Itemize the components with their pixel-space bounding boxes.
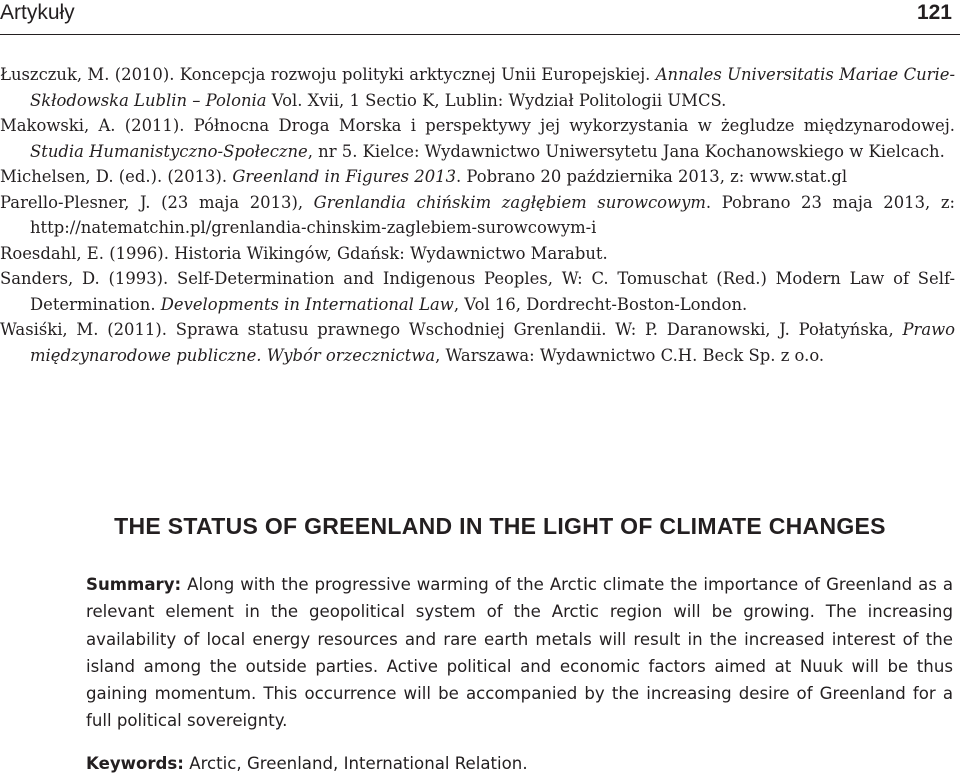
header-rule [0, 34, 960, 35]
reference-item [0, 113, 955, 164]
ref-text: Makowski, A. (2011). Północna Droga Morska i perspektywy jej wykorzystania w żegludze międzynarodowej. [0, 116, 955, 135]
ref-text: Wasiśki, M. (2011). Sprawa statusu prawnego Wschodniej Grenlandii. W: P. Daranowski, J. Połatyńska, [0, 320, 903, 339]
reference-item [0, 317, 955, 368]
ref-title: Studia Humanistyczno-Społeczne [30, 141, 308, 161]
ref-text: Sanders, D. (1993). Self-Determination and Indigenous Peoples, W: C. Tomuschat (Red.) Modern Law of Self-Determination. [0, 269, 955, 314]
ref-text-tail: , Vol 16, Dordrecht-Boston-London. [453, 294, 748, 314]
summary-text: Along with the progressive warming of the Arctic climate the importance of Greenland as a relevant element in the geopolitical system of the Arctic region will be growing. The increasing availability of local energy resources and rare earth metals will result in the increased interest of the island among the outside parties. Active political and economic factors aimed at Nuuk will be thus gaining momentum. This occurrence will be accompanied by the increasing desire of Greenland for a full political sovereignty. [86, 575, 953, 731]
ref-text: Michelsen, D. (ed.). (2013). [0, 167, 233, 186]
summary-label: Summary: [86, 575, 182, 594]
keywords-text: Arctic, Greenland, International Relation. [183, 754, 528, 773]
ref-title: Greenland in Figures 2013 [232, 167, 457, 186]
ref-title: Annales Universitatis Mariae Curie-Skłodowska Lublin – Polonia [30, 65, 955, 110]
ref-text: Roesdahl, E. (1996). Historia Wikingów, Gdańsk: Wydawnictwo Marabut. [0, 243, 608, 263]
reference-item [0, 164, 955, 190]
ref-text-tail: Vol. Xvii, 1 Sectio K, Lublin: Wydział Politologii UMCS. [266, 90, 727, 110]
ref-title: Prawo międzynarodowe publiczne. Wybór orzecznictwa [30, 320, 955, 365]
running-head [0, 0, 960, 34]
ref-text-tail: . Pobrano 23 maja 2013, z: http://natematchin.pl/grenlandia-chinskim-zaglebiem-surowcowym-i [30, 192, 955, 237]
keywords-label: Keywords: [86, 754, 184, 773]
reference-item [0, 266, 955, 317]
keywords-line [86, 752, 953, 776]
ref-text: Łuszczuk, M. (2010). Koncepcja rozwoju polityki arktycznej Unii Europejskiej. [0, 65, 656, 84]
ref-text-tail: , nr 5. Kielce: Wydawnictwo Uniwersytetu Jana Kochanowskiego w Kielcach. [307, 141, 945, 161]
ref-text-tail: , Warszawa: Wydawnictwo C.H. Beck Sp. z o.o. [435, 345, 825, 365]
page-number: 121 [916, 1, 952, 24]
reference-list [0, 62, 955, 368]
reference-item [0, 62, 955, 113]
ref-text: Parello-Plesner, J. (23 maja 2013), [0, 192, 314, 212]
summary-paragraph [86, 571, 953, 735]
article-title: THE STATUS OF GREENLAND IN THE LIGHT OF CLIMATE CHANGES [114, 513, 886, 539]
ref-title: Grenlandia chińskim zagłębiem surowcowym [313, 192, 706, 212]
ref-text-tail: . Pobrano 20 października 2013, z: www.stat.gl [456, 167, 848, 186]
ref-title: Developments in International Law [160, 294, 454, 314]
reference-item [0, 241, 955, 267]
section-name: Artykuły [0, 1, 75, 24]
reference-item [0, 190, 955, 241]
